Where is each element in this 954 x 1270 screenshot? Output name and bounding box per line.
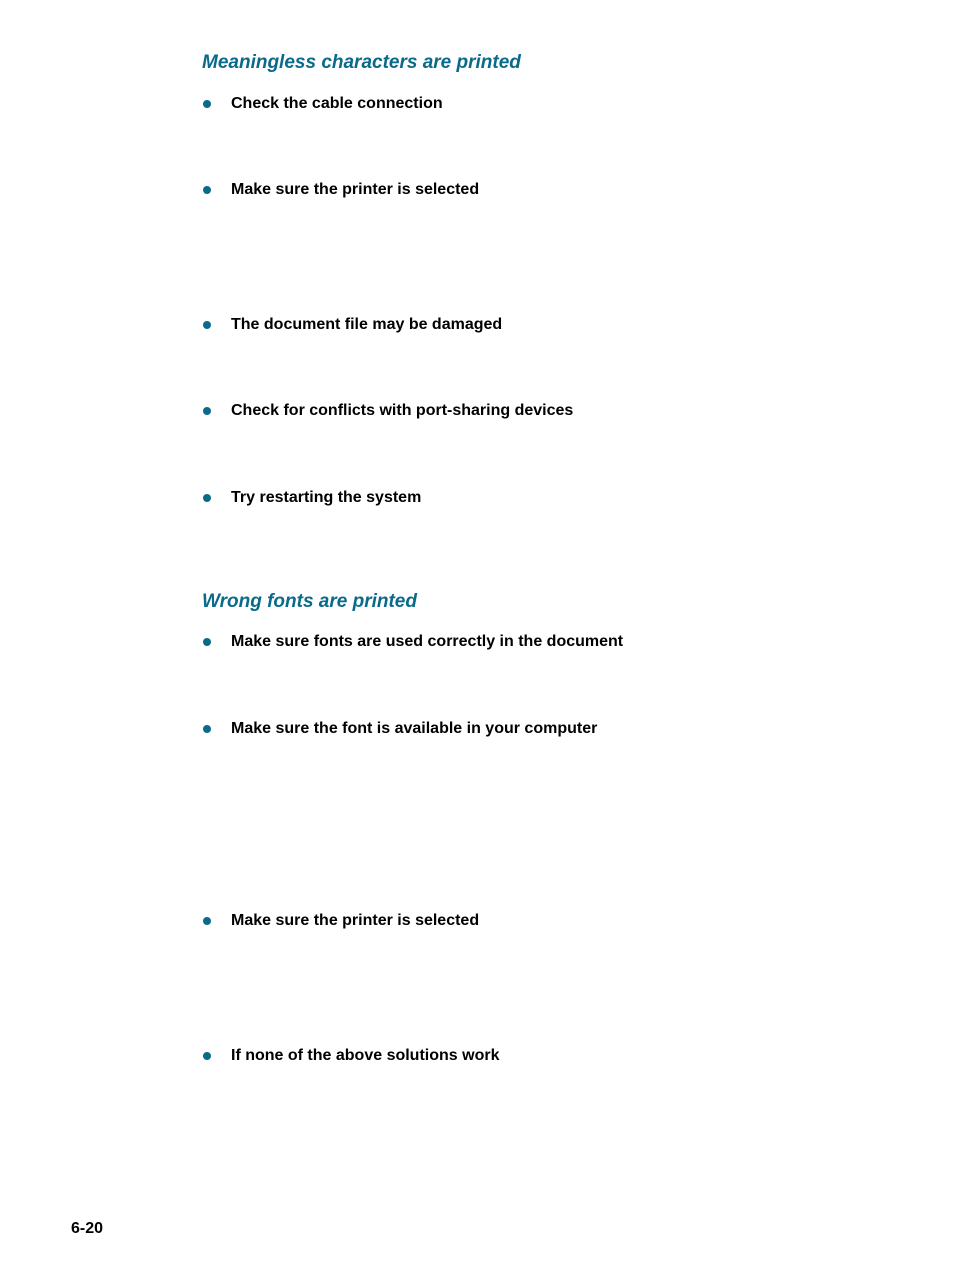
section-heading: Wrong fonts are printed	[202, 591, 417, 612]
section-heading: Meaningless characters are printed	[202, 52, 521, 73]
bullet-icon	[203, 407, 211, 415]
list-item-label: Make sure the printer is selected	[231, 912, 480, 929]
page-number: 6-20	[71, 1220, 104, 1237]
bullet-icon	[203, 917, 211, 925]
list-item-label: If none of the above solutions work	[231, 1047, 500, 1064]
list-item-label: Make sure fonts are used correctly in the document	[231, 633, 624, 650]
list-item-label: Make sure the font is available in your computer	[231, 720, 598, 737]
bullet-icon	[203, 725, 211, 733]
list-item	[202, 401, 573, 421]
bullet-icon	[203, 321, 211, 329]
bullet-icon	[203, 1052, 211, 1060]
list-item-label: Make sure the printer is selected	[231, 181, 480, 198]
bullet-icon	[203, 100, 211, 108]
bullet-icon	[203, 186, 211, 194]
bullet-icon	[203, 638, 211, 646]
list-item	[202, 1046, 499, 1066]
list-item	[202, 632, 623, 652]
bullet-icon	[203, 494, 211, 502]
list-item-label: Try restarting the system	[231, 489, 422, 506]
list-item	[202, 719, 597, 739]
list-item-label: Check for conflicts with port-sharing devices	[231, 402, 574, 419]
list-item	[202, 180, 479, 200]
list-item	[202, 94, 443, 114]
list-item	[202, 315, 502, 335]
list-item	[202, 488, 421, 508]
list-item-label: The document file may be damaged	[231, 316, 503, 333]
list-item	[202, 911, 479, 931]
list-item-label: Check the cable connection	[231, 95, 443, 112]
